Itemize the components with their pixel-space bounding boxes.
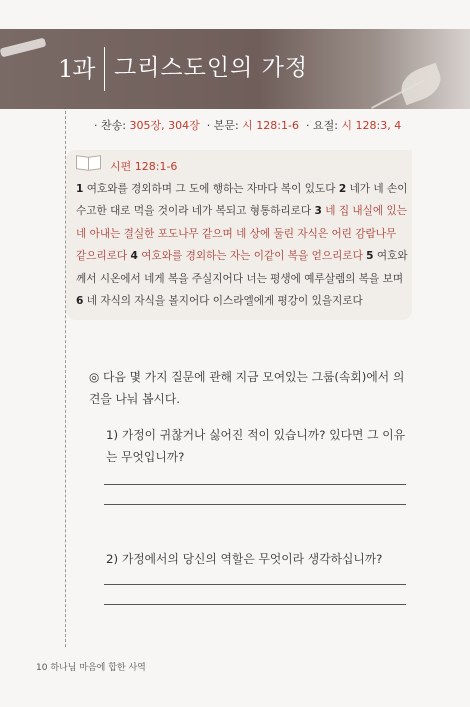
verse-text: 여호와를 경외하며 그 도에 행하는 자마다 복이 있도다 (83, 183, 339, 195)
text-label: · 본문: (206, 119, 239, 132)
verse-text: 네 자식의 자식을 볼지어다 이스라엘에게 평강이 있을지로다 (83, 295, 363, 308)
answer-line (104, 504, 406, 505)
passage-label: 시편 128:1-6 (110, 160, 178, 173)
lesson-header (0, 29, 470, 109)
verse-number: 3 (314, 205, 322, 218)
verse-text-highlight: 네 집 내실에 있는 네 아내는 결실한 포도나무 같으며 네 상에 둘린 자식은 어린 감람나무 같으리로다 (76, 205, 407, 263)
passage-text (76, 178, 409, 312)
page-footer: 10 하나님 마음에 합한 사역 (36, 663, 146, 673)
verse-number: 4 (130, 250, 138, 263)
verse-number: 1 (76, 183, 84, 195)
verse-value: 시 128:3, 4 (341, 119, 402, 132)
leaf-icon (396, 63, 446, 106)
lesson-title: 그리스도인의 가정 (114, 55, 309, 81)
text-value: 시 128:1-6 (242, 119, 299, 132)
verse-text: 네가 네 손이 수고한 대로 먹을 것이라 네가 복되고 형통하리로다 (76, 183, 408, 218)
verse-number: 2 (338, 183, 347, 195)
lesson-number: 1과 (58, 55, 95, 83)
question-2: 2) 가정에서의 당신의 역할은 무엇이라 생각하십니까? (106, 552, 383, 566)
scripture-references (94, 117, 401, 133)
verse-label: · 요절: (305, 119, 338, 132)
verse-text-highlight: 여호와를 경외하는 자는 이같이 복을 얻으리로다 (137, 250, 367, 263)
hymn-label: · 찬송: (94, 119, 126, 132)
open-book-icon (76, 156, 100, 170)
answer-line (104, 484, 406, 485)
question-1: 1) 가정이 귀찮거나 싫어진 적이 있습니까? 있다면 그 이유는 무엇입니까? (106, 428, 406, 464)
header-divider (104, 47, 105, 91)
discussion-prompt: ◎ 다음 몇 가지 질문에 관해 지금 모여있는 그룹(속회)에서 의견을 나눠 봅시다. (89, 370, 405, 406)
pen-decoration (0, 38, 46, 58)
answer-line (104, 604, 406, 605)
verse-text: 여호와께서 시온에서 네게 복을 주실지어다 너는 평생에 예루살렘의 복을 보며 (76, 250, 408, 285)
verse-number: 6 (76, 295, 84, 308)
answer-line (104, 584, 406, 585)
hymn-value: 305장, 304장 (129, 119, 200, 132)
verse-number: 5 (366, 250, 374, 263)
